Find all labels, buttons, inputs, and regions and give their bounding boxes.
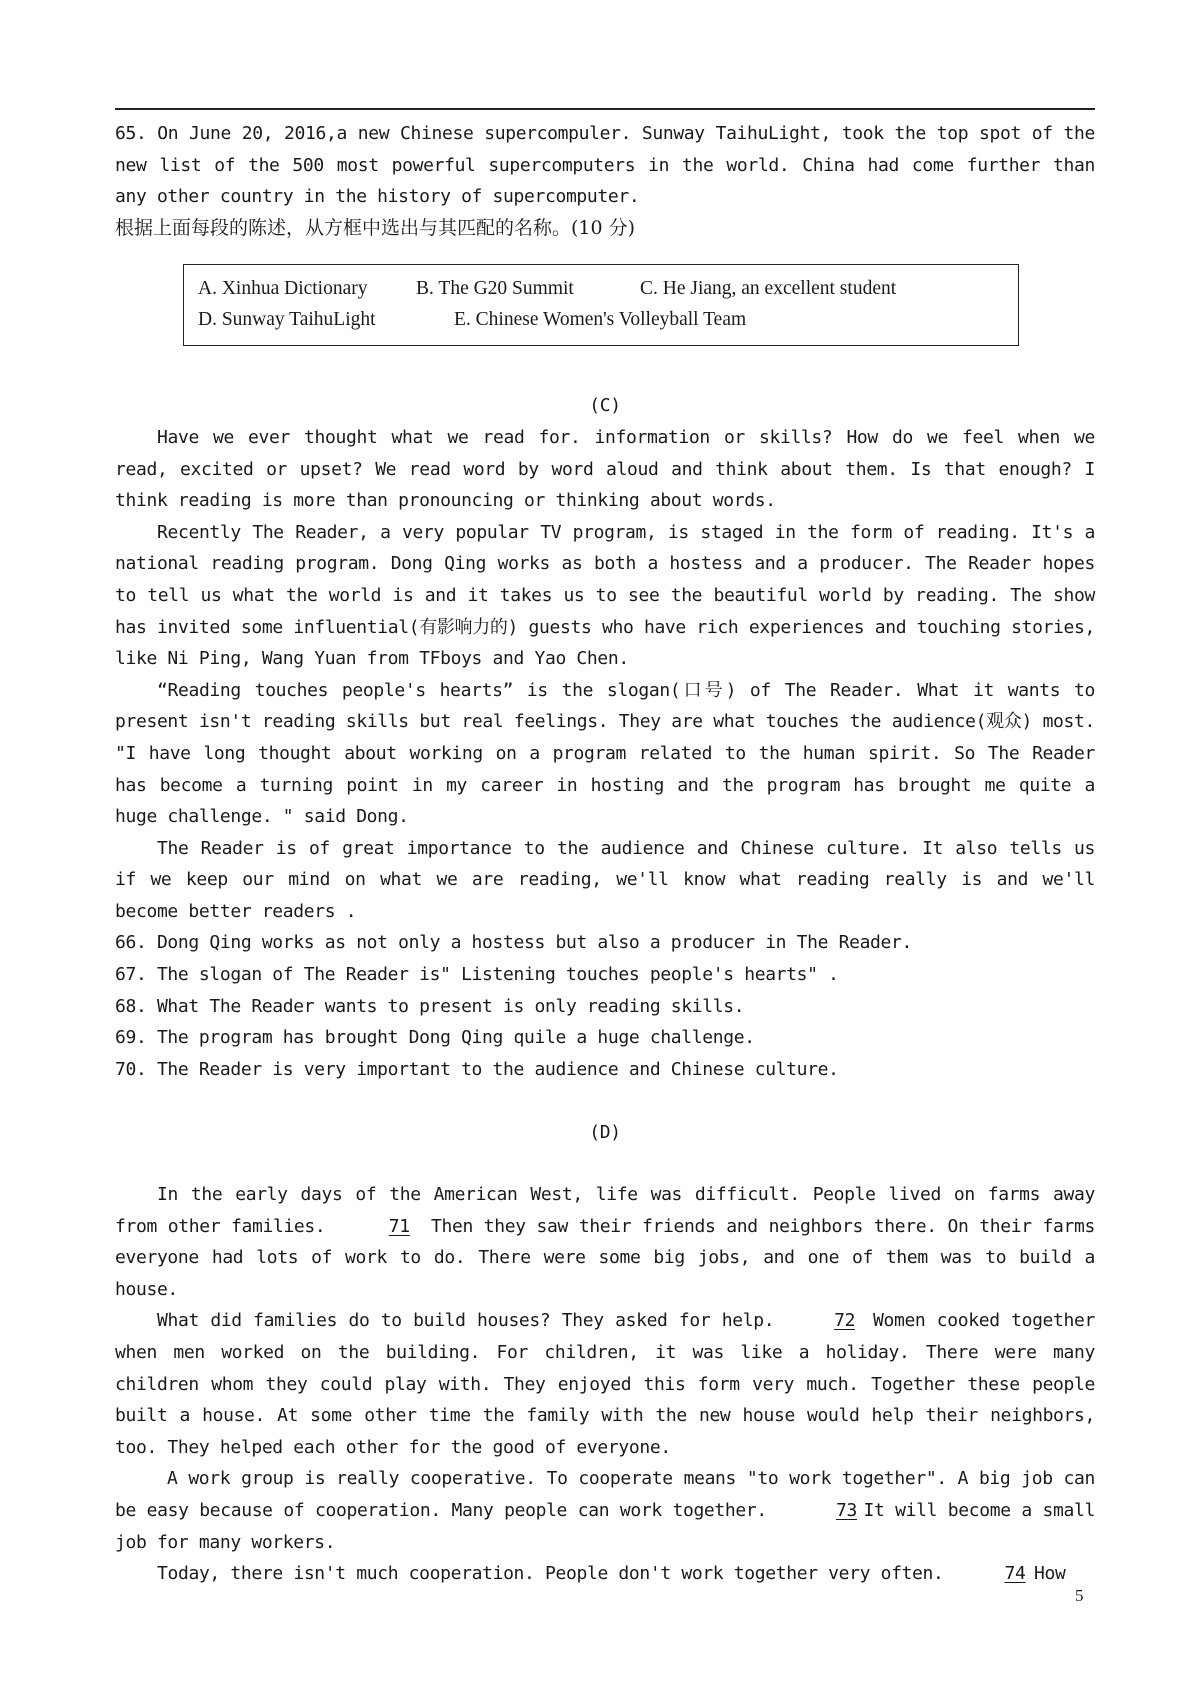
option-a: A. Xinhua Dictionary xyxy=(198,278,368,300)
option-d: D. Sunway TaihuLight xyxy=(198,309,376,331)
section-c-paragraph-4: The Reader is of great importance to the audience and Chinese culture. It also tells us if we keep our mind on what we are reading, we'll know what reading really is and we'll become better readers . xyxy=(115,837,1095,922)
option-e: E. Chinese Women's Volleyball Team xyxy=(454,309,747,331)
option-c: C. He Jiang, an excellent student xyxy=(640,278,897,300)
blank-71[interactable]: 71 xyxy=(388,1215,410,1237)
section-c-paragraph-1: Have we ever thought what we read for. information or skills? How do we feel when we read, excited or upset? We read word by word aloud and think about them. Is that enough? I think reading is more than pronouncing or thinking about words. xyxy=(115,426,1095,512)
section-c-heading: (C) xyxy=(589,395,621,417)
page-number: 5 xyxy=(1075,1586,1084,1605)
top-rule xyxy=(115,108,1095,110)
options-box xyxy=(183,264,1019,346)
option-b: B. The G20 Summit xyxy=(416,278,574,300)
statement-66: 66. Dong Qing works as not only a hostess but also a producer in The Reader. xyxy=(115,932,913,954)
worksheet-page xyxy=(115,108,1095,1590)
section-d-heading: (D) xyxy=(589,1122,621,1144)
statement-68: 68. What The Reader wants to present is only reading skills. xyxy=(115,995,745,1017)
section-d-paragraph-2: What did families do to build houses? They asked for help. 72 Women cooked together when men worked on the building. For children, it was like a holiday. There were many children whom they could play with. They enjoyed this form very much. Together these people built a house. At some other time the family with the new house would help their neighbors, too. They helped each other for the good of everyone. xyxy=(115,1305,1095,1463)
question-65: 65. On June 20, 2016,a new Chinese supercompuler. Sunway TaihuLight, took the top spot of the new list of the 500 most powerful supercomputers in the world. China had come further than any other country in the history of supercomputer. xyxy=(115,123,1095,208)
section-d-paragraph-1: In the early days of the American West, life was difficult. People lived on farms away from other families. 71 Then they saw their friends and neighbors there. On their farms everyone had lots of work to do. There were some big jobs, and one of them was to build a house. xyxy=(115,1184,1095,1300)
statement-67: 67. The slogan of The Reader is" Listening touches people's hearts" . xyxy=(115,964,839,986)
section-c-paragraph-3: “Reading touches people's hearts” is the slogan(口号) of The Reader. What it wants to present isn't reading skills but real feelings. They are what touches the audience(观众) most. "I have long thought about working on a program related to the human spirit. So The Reader has become a turning point in my career in hosting and the program has brought me quite a huge challenge. " said Dong. xyxy=(115,679,1095,828)
blank-72[interactable]: 72 xyxy=(834,1310,856,1332)
statement-69: 69. The program has brought Dong Qing quile a huge challenge. xyxy=(115,1027,755,1049)
matching-instruction: 根据上面每段的陈述，从方框中选出与其匹配的名称。(10 分) xyxy=(115,216,636,239)
statement-70: 70. The Reader is very important to the audience and Chinese culture. xyxy=(115,1058,839,1080)
section-d-paragraph-4: Today, there isn't much cooperation. People don't work together very often. 74 How xyxy=(115,1558,1095,1590)
blank-73[interactable]: 73 xyxy=(836,1499,858,1521)
section-d-paragraph-3: A work group is really cooperative. To cooperate means "to work together". A big job can be easy because of cooperation. Many people can work together. 73 It will become a small job for many workers. xyxy=(115,1468,1095,1553)
blank-74[interactable]: 74 xyxy=(1004,1563,1026,1585)
section-c-paragraph-2: Recently The Reader, a very popular TV program, is staged in the form of reading. It's a national reading program. Dong Qing works as both a hostess and a producer. The Reader hopes to tell us what the world is and it takes us to see the beautiful world by reading. The show has invited some influential(有影响力的) guests who have rich experiences and touching stories, like Ni Ping, Wang Yuan from TFboys and Yao Chen. xyxy=(115,521,1095,670)
